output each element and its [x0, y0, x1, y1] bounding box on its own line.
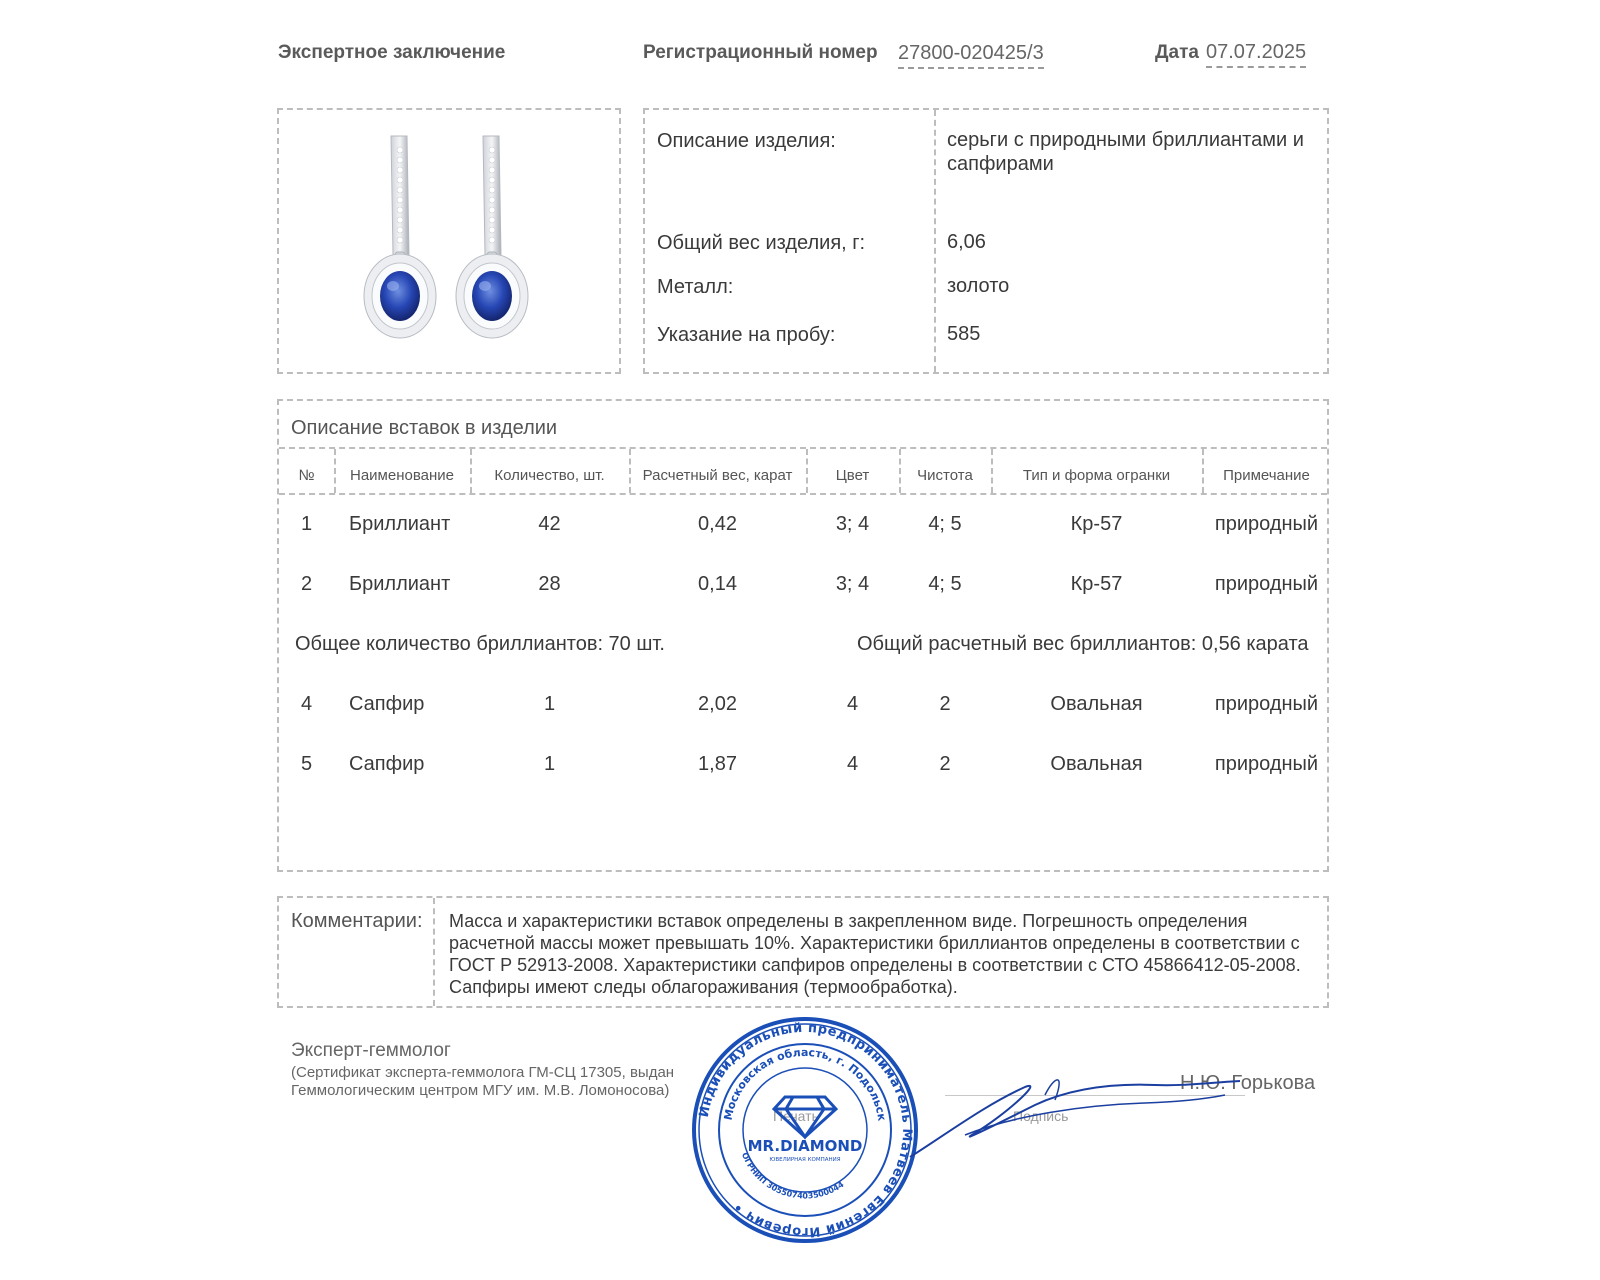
- cell-clarity: 2: [939, 753, 951, 775]
- comments-text: Масса и характеристики вставок определены в закрепленном виде. Погрешность определения расчетной массы может превышать 10%. Характеристики бриллиантов определены в соответствии с ГОСТ Р 52913-2008. Характеристики сапфиров определены в соответствии с СТО 45866412-05-2008. Сапфиры имеют следы облагораживания (термообработка).: [449, 911, 1301, 997]
- table-header: [279, 447, 1327, 495]
- item-description-panel: [643, 108, 1329, 374]
- comments-label: Комментарии:: [291, 910, 423, 932]
- header-name: Наименование: [350, 467, 454, 484]
- document-title: Экспертное заключение: [278, 42, 506, 63]
- cell-color: 3; 4: [835, 573, 870, 595]
- svg-text:Индивидуальный предприниматель: Индивидуальный предприниматель Матвеев Евгений Игоревич •: [696, 1020, 915, 1240]
- cell-color: 4: [846, 753, 859, 775]
- svg-text:MR.DIAMOND: MR.DIAMOND: [747, 1137, 863, 1155]
- inserts-title: Описание вставок в изделии: [291, 417, 558, 439]
- total-diamond-count: Общее количество бриллиантов: 70 шт.: [295, 633, 665, 655]
- item-description-value: серьги с природными бриллиантами и сапфирами: [947, 129, 1304, 175]
- hallmark-value: 585: [947, 323, 981, 345]
- cell-quantity: 1: [543, 753, 556, 775]
- header-color: Цвет: [835, 467, 870, 484]
- right-earring: [456, 136, 528, 338]
- cell-weight: 1,87: [698, 753, 737, 775]
- signer-name: Н.Ю. Горькова: [1180, 1072, 1316, 1094]
- cell-name: Бриллиант: [349, 513, 451, 535]
- cell-clarity: 4; 5: [928, 573, 962, 595]
- cell-note: природный: [1214, 513, 1319, 535]
- cell-weight: 0,42: [698, 513, 737, 535]
- reg-number-value: 27800-020425/3: [898, 42, 1044, 69]
- left-earring: [364, 136, 436, 338]
- expert-label: Эксперт-геммолог: [291, 1040, 451, 1061]
- inserts-table: [277, 399, 1329, 872]
- seal-image: [690, 1015, 920, 1245]
- cell-number: 1: [300, 513, 313, 535]
- cell-cut: Овальная: [1050, 693, 1143, 715]
- column-divider: [934, 110, 936, 372]
- date-value: 07.07.2025: [1206, 41, 1306, 68]
- cell-weight: 0,14: [698, 573, 737, 595]
- header-quantity: Количество, шт.: [494, 467, 605, 484]
- cell-note: природный: [1214, 693, 1319, 715]
- metal-value: золото: [947, 275, 1010, 297]
- cell-quantity: 1: [543, 693, 556, 715]
- column-divider: [433, 898, 435, 1006]
- item-description-label: Описание изделия:: [657, 130, 836, 152]
- hallmark-label: Указание на пробу:: [657, 324, 836, 346]
- svg-text:ЮВЕЛИРНАЯ КОМПАНИЯ: ЮВЕЛИРНАЯ КОМПАНИЯ: [769, 1157, 841, 1163]
- cell-clarity: 4; 5: [928, 513, 962, 535]
- cell-weight: 2,02: [698, 693, 737, 715]
- handwritten-signature: [905, 1075, 1245, 1165]
- reg-number-label: Регистрационный номер: [643, 42, 878, 63]
- item-weight-value: 6,06: [947, 231, 986, 253]
- cell-cut: Кр-57: [1070, 513, 1123, 535]
- header-note: Примечание: [1223, 467, 1310, 484]
- company-seal: [690, 1015, 920, 1245]
- header-cut: Тип и форма огранки: [1022, 467, 1171, 484]
- header-number: №: [298, 467, 315, 484]
- cell-number: 4: [300, 693, 313, 715]
- cell-name: Сапфир: [349, 753, 425, 775]
- comments-panel: [277, 896, 1329, 1008]
- header-clarity: Чистота: [917, 467, 973, 484]
- cell-color: 3; 4: [835, 513, 870, 535]
- cell-number: 2: [300, 573, 313, 595]
- expert-certificate: (Сертификат эксперта-геммолога ГМ-СЦ 17305, выдан Геммологическим центром МГУ им. М.В. Ломоносова): [291, 1064, 675, 1099]
- svg-text:ОГРНИП 305507403500044: ОГРНИП 305507403500044: [739, 1151, 846, 1201]
- total-diamond-weight: Общий расчетный вес бриллиантов: 0,56 карата: [857, 633, 1309, 655]
- metal-label: Металл:: [657, 276, 734, 298]
- cell-cut: Овальная: [1050, 753, 1143, 775]
- date-label: Дата: [1155, 42, 1199, 63]
- cell-name: Сапфир: [349, 693, 425, 715]
- cell-color: 4: [846, 693, 859, 715]
- item-weight-label: Общий вес изделия, г:: [657, 232, 866, 254]
- stamp-label: Печать: [773, 1108, 819, 1124]
- product-photo: [277, 108, 621, 374]
- cell-quantity: 42: [538, 513, 561, 535]
- cell-quantity: 28: [538, 573, 561, 595]
- cell-clarity: 2: [939, 693, 951, 715]
- header-weight: Расчетный вес, карат: [642, 467, 793, 484]
- cell-name: Бриллиант: [349, 573, 451, 595]
- signature-label: Подпись: [1013, 1108, 1069, 1124]
- cell-note: природный: [1214, 753, 1319, 775]
- cell-note: природный: [1214, 573, 1319, 595]
- earrings-image: [279, 110, 619, 372]
- cell-cut: Кр-57: [1070, 573, 1123, 595]
- svg-text:Московская область, г. Подольс: Московская область, г. Подольск: [721, 1045, 889, 1122]
- cell-number: 5: [300, 753, 313, 775]
